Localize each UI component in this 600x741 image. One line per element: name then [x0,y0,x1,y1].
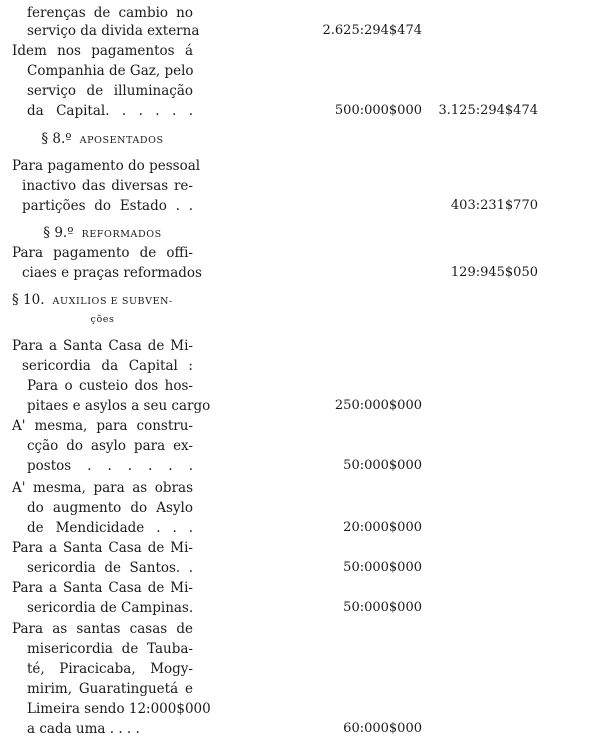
amount-expostos: 50:000$000 [343,458,422,473]
text-line: Para as santas casas de [12,621,193,637]
section-heading-8 [12,130,193,148]
amount-reformados: 129:945$050 [450,265,538,280]
amount-hospitaes: 250:000$000 [334,398,422,413]
section-title: AUXILIOS E SUBVEN- [52,296,173,307]
text-line: Idem nos pagamentos á [12,43,193,59]
text-line: misericordia de Tauba- [27,641,193,657]
text-line: Limeira sendo 12:000$000 [27,701,211,717]
amount-gaz: 500:000$000 [334,103,422,118]
section-heading-10 [12,291,193,309]
amount-gaz-total: 3.125:294$474 [438,103,538,118]
text-line: Para a Santa Casa de Mi- [12,540,193,556]
section-number: § 9.º [43,225,74,241]
text-line: sericordia da Capital : [22,358,193,374]
section-number: § 8.º [41,131,72,147]
section-number: § 10. [12,292,45,308]
text-line: do augmento do Asylo [27,500,193,516]
text-line: mirim, Guaratinguetá e [27,681,193,697]
text-line: Para a Santa Casa de Mi- [12,338,193,354]
text-line: Companhia de Gaz, pelo [27,63,194,79]
section-title: REFORMADOS [81,229,162,240]
text-line: Para pagamento de offi- [12,245,193,261]
text-line: ferenças de cambio no [27,5,193,21]
text-line: da Capital. . . . . . [27,103,193,119]
text-line: té, Piracicaba, Mogy- [27,661,193,677]
text-line: inactivo das diversas re- [22,178,193,194]
text-line: A' mesma, para as obras [12,480,193,496]
amount-campinas: 50:000$000 [343,600,422,615]
amount-santos: 50:000$000 [343,560,422,575]
text-line: de Mendicidade . . . [27,520,193,536]
section-heading-9 [12,224,193,242]
text-line: a cada uma . . . . [27,721,140,737]
amount-aposentados: 403:231$770 [450,198,538,213]
text-line: Para pagamento do pessoal [12,158,201,174]
text-line: partições do Estado . . [22,198,193,214]
text-line: sericordia de Campinas. [27,600,194,616]
section-title: APOSENTADOS [79,135,164,146]
text-line: cção do asylo para ex- [27,438,193,454]
amount-santas-casas: 60:000$000 [343,721,422,736]
amount-cambio: 2.625:294$474 [322,23,422,38]
amount-mendicidade: 20:000$000 [343,520,422,535]
text-line: Para a Santa Casa de Mi- [12,580,193,596]
text-line: ciaes e praças reformados [22,265,202,281]
text-line: serviço da divida externa [27,23,200,39]
text-line: postos . . . . . . [27,458,193,474]
text-line: Para o custeio dos hos- [27,378,193,394]
text-line: pitaes e asylos a seu cargo [27,398,211,414]
text-line: A' mesma, para constru- [12,418,193,434]
section-title-continued: ções [90,314,115,325]
text-line: serviço de illuminação [27,83,193,99]
text-line: sericordia de Santos. . [27,560,193,576]
